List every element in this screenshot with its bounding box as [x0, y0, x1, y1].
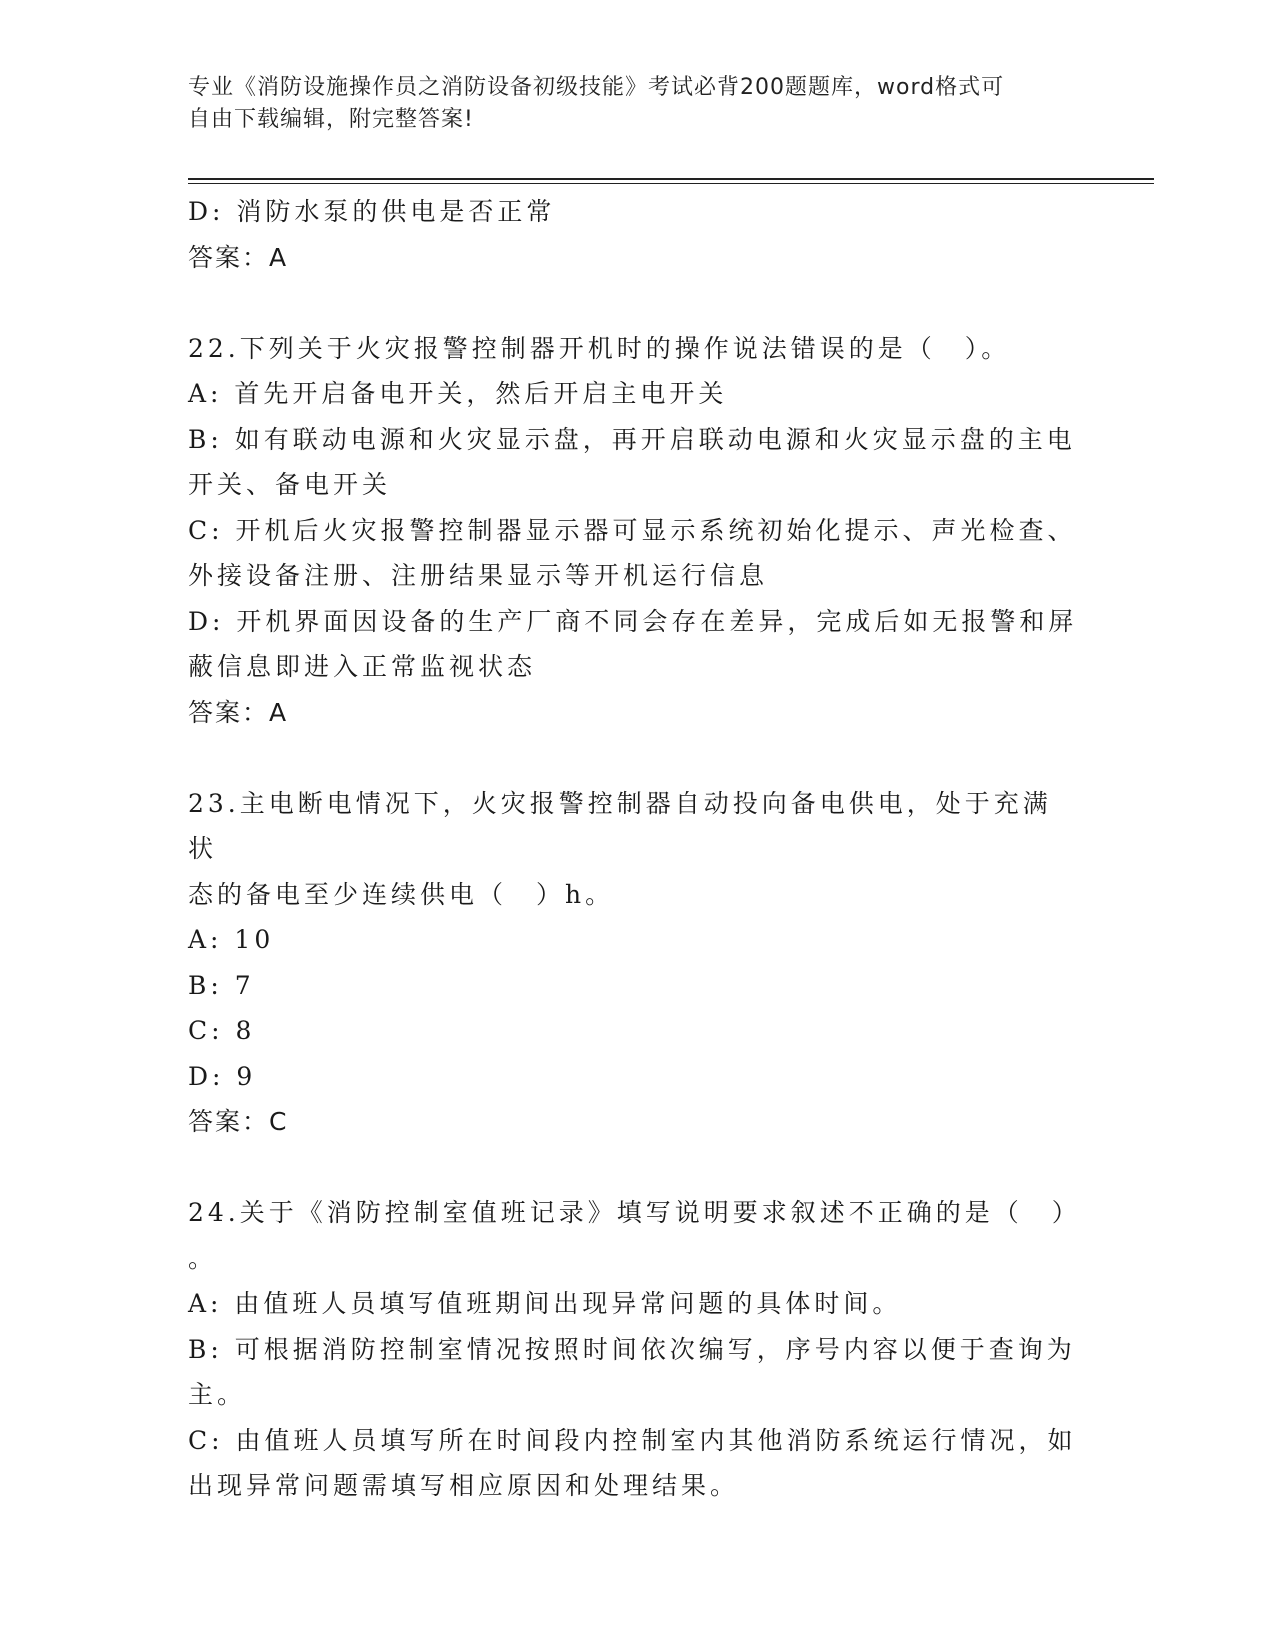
header-line-2: 自由下载编辑，附完整答案! [188, 107, 474, 132]
option-c-cont: 外接设备注册、注册结果显示等开机运行信息 [188, 561, 769, 590]
header-divider-thick [188, 178, 1154, 180]
question-24 [188, 1190, 1081, 1509]
spacer [188, 280, 1078, 326]
question-22 [188, 326, 1078, 736]
option-d: D: 9 [188, 1061, 257, 1091]
option-b: B: 7 [188, 970, 255, 1000]
option-a: A: 首先开启备电开关，然后开启主电开关 [188, 379, 728, 408]
document-header [188, 72, 1088, 136]
spacer [188, 735, 1078, 781]
option-b-cont: 主。 [188, 1380, 247, 1409]
answer-line: 答案：A [188, 697, 289, 727]
question-stem: 22.下列关于火灾报警控制器开机时的操作说法错误的是（ ）。 [188, 333, 1011, 363]
question-stem-cont: 态的备电至少连续供电（ ）h。 [188, 879, 615, 909]
option-a: A: 10 [188, 925, 275, 954]
option-c: C: 开机后火灾报警控制器显示器可显示系统初始化提示、声光检查、 [188, 515, 1077, 545]
option-d: D: 消防水泵的供电是否正常 [188, 197, 556, 226]
question-stem: 23.主电断电情况下，火灾报警控制器自动投向备电供电，处于充满状 [188, 788, 1052, 863]
option-b: B: 如有联动电源和火灾显示盘，再开启联动电源和火灾显示盘的主电 [188, 424, 1076, 454]
header-line-1: 专业《消防设施操作员之消防设备初级技能》考试必背200题题库，word格式可 [188, 75, 1005, 100]
option-c-cont: 出现异常问题需填写相应原因和处理结果。 [188, 1471, 740, 1500]
option-c: C: 8 [188, 1016, 256, 1045]
answer-line: 答案：A [188, 242, 289, 272]
option-b-cont: 开关、备电开关 [188, 470, 392, 499]
answer-line: 答案：C [188, 1107, 289, 1136]
question-stem: 24.关于《消防控制室值班记录》填写说明要求叙述不正确的是（ ） [188, 1198, 1081, 1227]
document-body [188, 189, 1081, 1509]
question-23 [188, 781, 1078, 1145]
spacer [188, 1145, 1078, 1191]
option-c: C: 由值班人员填写所在时间段内控制室内其他消防系统运行情况，如 [188, 1425, 1077, 1455]
option-d-cont: 蔽信息即进入正常监视状态 [188, 652, 537, 681]
question-stem-cont: 。 [188, 1243, 218, 1273]
option-d: D: 开机界面因设备的生产厂商不同会存在差异，完成后如无报警和屏 [188, 606, 1078, 636]
option-a: A: 由值班人员填写值班期间出现异常问题的具体时间。 [188, 1289, 902, 1318]
header-divider-thin [188, 183, 1154, 184]
question-21-tail [188, 189, 1078, 280]
option-b: B: 可根据消防控制室情况按照时间依次编写，序号内容以便于查询为 [188, 1334, 1076, 1364]
